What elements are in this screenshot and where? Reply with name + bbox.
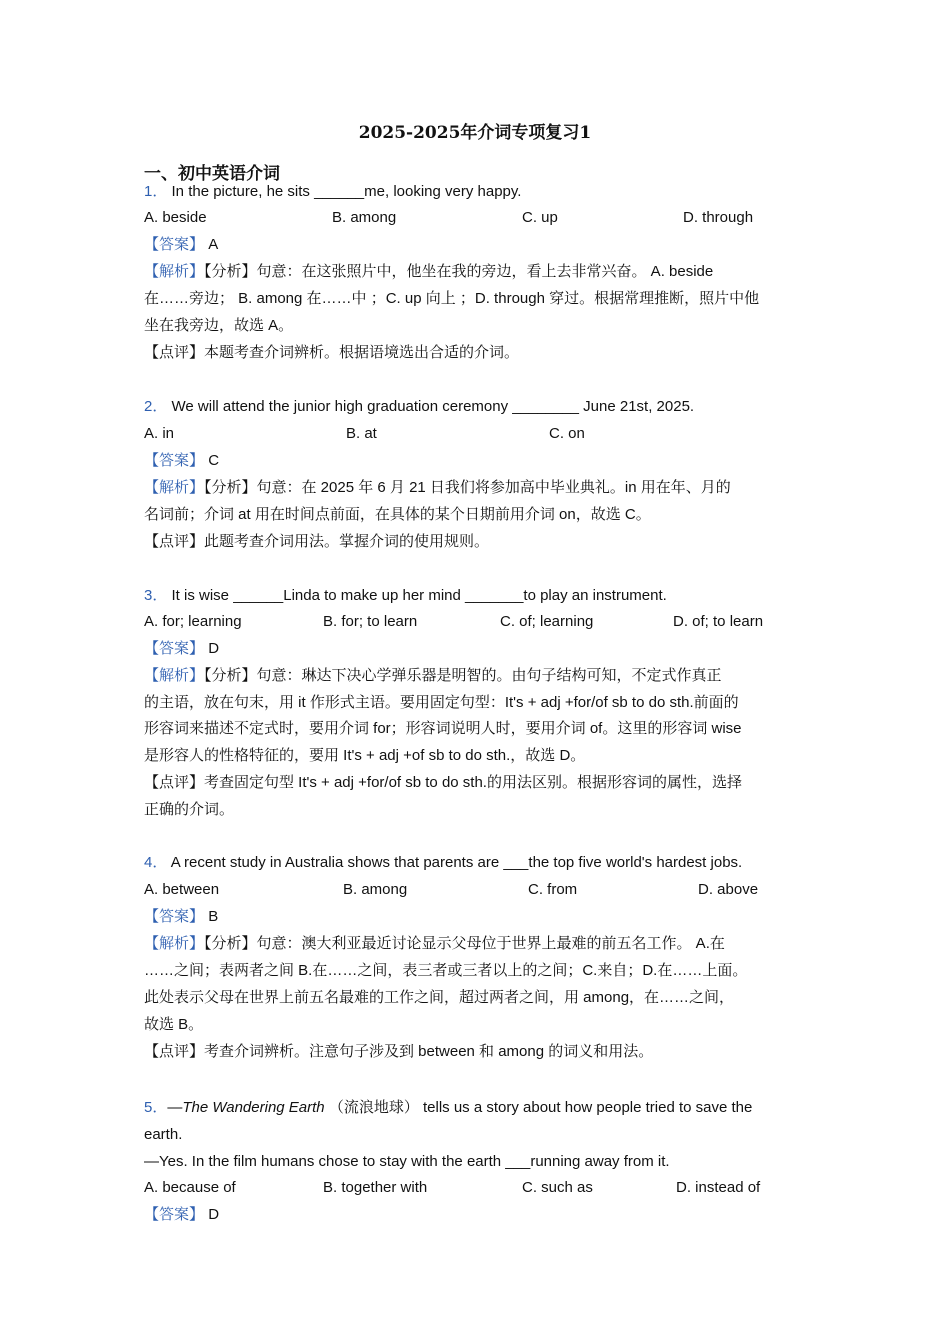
stem-continuation: earth. — [144, 1126, 183, 1143]
option-c: C. from — [528, 881, 578, 898]
answer-line — [144, 639, 814, 659]
answer-line — [144, 1205, 814, 1225]
option-d: D. instead of — [676, 1179, 761, 1196]
option-d: D. through — [683, 209, 754, 226]
analysis-line: 此处表示父母在世界上前五名最难的工作之间，超过两者之间，用 among，在……之间， — [144, 989, 735, 1006]
comment-line: 【点评】此题考查介词用法。掌握介词的使用规则。 — [144, 533, 490, 550]
dash: — — [167, 1099, 183, 1116]
answer-line — [144, 235, 814, 255]
analysis-line — [144, 478, 814, 498]
answer-label: 【答案】 — [144, 908, 205, 925]
option-c: C. such as — [522, 1179, 593, 1196]
comment-line: 【点评】本题考查介词辨析。根据语境选出合适的介词。 — [144, 344, 520, 361]
analysis-line: 在……旁边； B. among 在……中 ；C. up 向上 ；D. through 穿过。根据常理推断，照片中他 — [144, 290, 760, 307]
question-3-stem — [144, 586, 814, 606]
question-number: 4． — [144, 854, 168, 871]
answer-value: D — [208, 640, 220, 657]
analysis-line: 名词前；介词 at 用在时间点前面，在具体的某个日期前用介词 on，故选 C。 — [144, 506, 651, 523]
analysis-line: 形容词来描述不定式时，要用介词 for；形容词说明人时，要用介词 of。这里的形容词 wise — [144, 720, 742, 737]
analysis-line — [144, 262, 814, 282]
question-2-stem — [144, 397, 814, 417]
analysis-line — [144, 934, 814, 954]
answer-value: A — [208, 236, 219, 253]
option-d: D. above — [698, 881, 759, 898]
option-c: C. on — [549, 425, 585, 442]
question-number: 5． — [144, 1099, 168, 1116]
option-b: B. among — [343, 881, 408, 898]
answer-value: C — [208, 452, 220, 469]
option-b: B. for; to learn — [323, 613, 418, 630]
option-b: B. together with — [323, 1179, 428, 1196]
analysis-line: 是形容人的性格特征的，要用 It's + adj +of sb to do sth.，故选 D。 — [144, 747, 586, 764]
option-a: A. because of — [144, 1179, 236, 1196]
analysis-text: 【分析】句意：澳大利亚最近讨论显示父母位于世界上最难的前五名工作。 A.在 — [204, 935, 725, 952]
option-b: B. at — [346, 425, 377, 442]
comment-line: 正确的介词。 — [144, 801, 235, 818]
option-a: A. in — [144, 425, 175, 442]
film-title: The Wandering Earth — [182, 1099, 325, 1116]
question-5-stem — [144, 1098, 814, 1118]
option-c: C. up — [522, 209, 558, 226]
answer-label: 【答案】 — [144, 1206, 205, 1223]
option-a: A. beside — [144, 209, 207, 226]
answer-line — [144, 451, 814, 471]
answer-line — [144, 907, 814, 927]
stem-text: A recent study in Australia shows that parents are ___the top five world's hardest jobs. — [170, 854, 743, 871]
question-number: 1． — [144, 183, 168, 200]
analysis-text: 【分析】句意：在 2025 年 6 月 21 日我们将参加高中毕业典礼。in 用在年、月的 — [204, 479, 731, 496]
question-number: 2． — [144, 398, 168, 415]
stem-text: （流浪地球） tells us a story about how people tried to save the — [328, 1099, 753, 1116]
stem-text: It is wise ______Linda to make up her mind _______to play an instrument. — [171, 587, 667, 604]
analysis-line — [144, 666, 814, 686]
option-c: C. of; learning — [500, 613, 594, 630]
answer-value: B — [208, 908, 219, 925]
comment-line: 【点评】考查固定句型 It's + adj +for/of sb to do sth.的用法区别。根据形容词的属性，选择 — [144, 774, 742, 791]
answer-label: 【答案】 — [144, 236, 205, 253]
analysis-label: 【解析】 — [144, 479, 205, 496]
option-d: D. of; to learn — [673, 613, 764, 630]
analysis-label: 【解析】 — [144, 935, 205, 952]
question-number: 3． — [144, 587, 168, 604]
analysis-label: 【解析】 — [144, 667, 205, 684]
answer-label: 【答案】 — [144, 640, 205, 657]
question-1-stem — [144, 182, 814, 202]
analysis-line: 故选 B。 — [144, 1016, 204, 1033]
stem-text: In the picture, he sits ______me, looking very happy. — [171, 183, 522, 200]
option-a: A. for; learning — [144, 613, 242, 630]
analysis-line: 坐在我旁边，故选 A。 — [144, 317, 294, 334]
analysis-text: 【分析】句意：琳达下决心学弹乐器是明智的。由句子结构可知，不定式作真正 — [204, 667, 722, 684]
answer-value: D — [208, 1206, 220, 1223]
question-4-stem — [144, 853, 814, 873]
answer-label: 【答案】 — [144, 452, 205, 469]
section-heading: 一、初中英语介词 — [144, 164, 280, 183]
analysis-text: 【分析】句意：在这张照片中，他坐在我的旁边，看上去非常兴奋。 A. beside — [204, 263, 714, 280]
stem-text: We will attend the junior high graduation ceremony ________ June 21st, 2025. — [171, 398, 695, 415]
analysis-line: 的主语，放在句末，用 it 作形式主语。要用固定句型：It's + adj +for/of sb to do sth.前面的 — [144, 694, 739, 711]
analysis-label: 【解析】 — [144, 263, 205, 280]
comment-line: 【点评】考查介词辨析。注意句子涉及到 between 和 among 的词义和用法。 — [144, 1043, 654, 1060]
reply-line: —Yes. In the film humans chose to stay with the earth ___running away from it. — [144, 1153, 670, 1170]
option-b: B. among — [332, 209, 397, 226]
page-title: 2025-2025年介词专项复习1 — [358, 123, 592, 143]
analysis-line: ……之间；表两者之间 B.在……之间，表三者或三者以上的之间；C.来自；D.在……上面。 — [144, 962, 748, 979]
option-a: A. between — [144, 881, 220, 898]
